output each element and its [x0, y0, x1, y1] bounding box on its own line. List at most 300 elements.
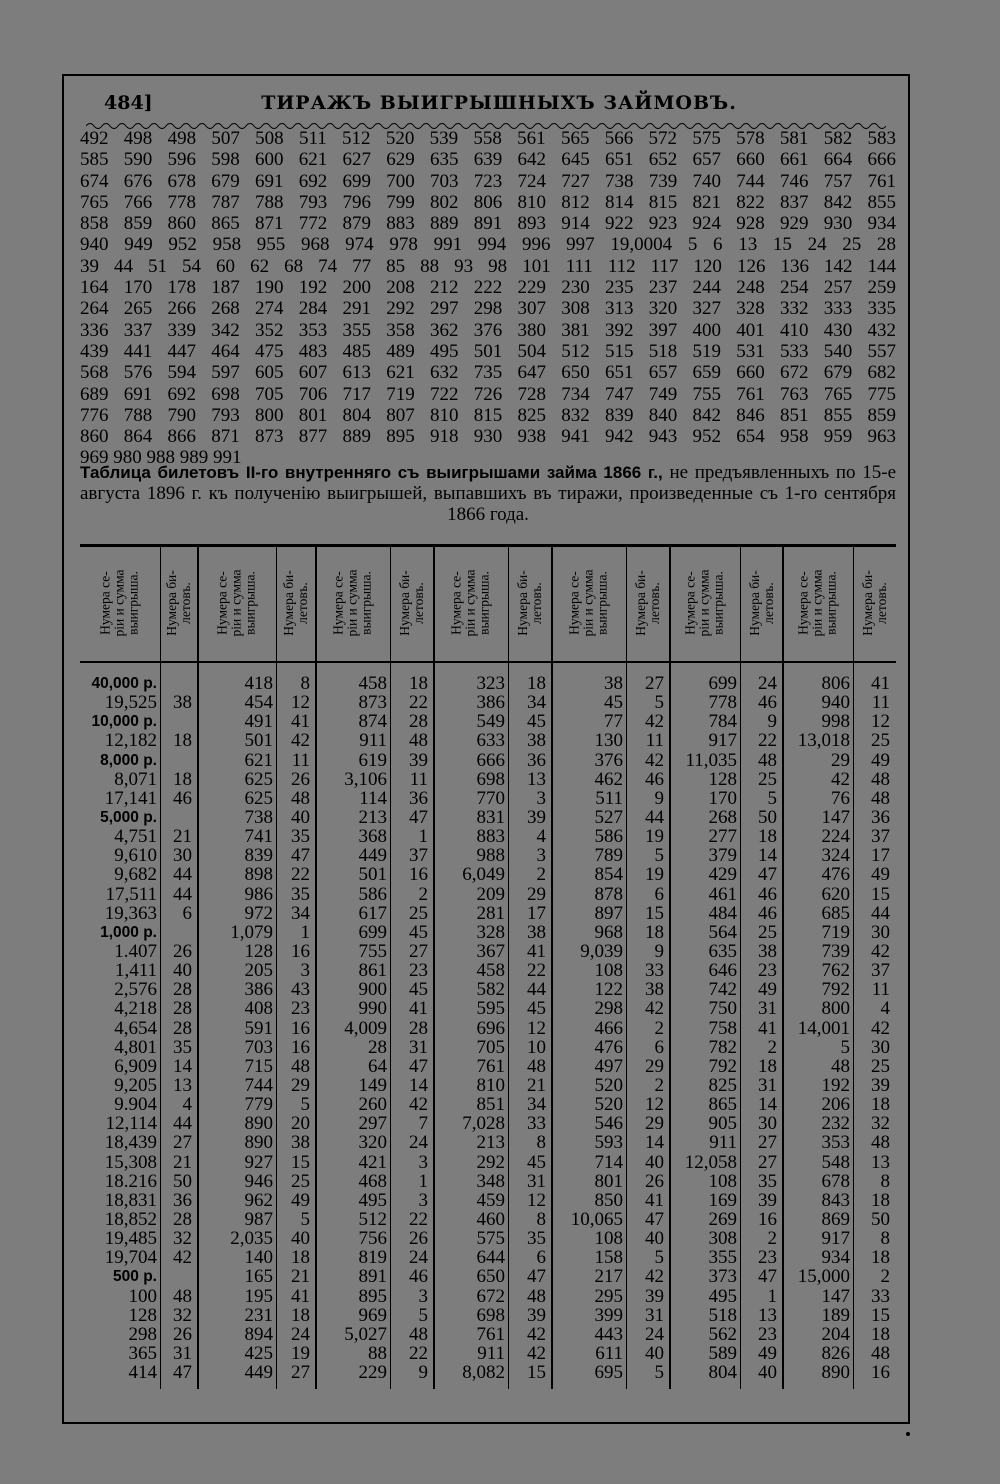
series-number: 611 [595, 1342, 623, 1364]
series-number: 418 [244, 673, 273, 694]
ticket-number: 9 [654, 787, 664, 809]
ticket-number: 18 [871, 1189, 890, 1211]
series-number: 108 [594, 1228, 623, 1250]
series-number: 189 [821, 1304, 850, 1326]
series-number: 4,654 [114, 1017, 157, 1039]
tickets-column [740, 674, 777, 1382]
series-number: 206 [821, 1094, 850, 1116]
series-number: 962 [244, 1189, 273, 1211]
ticket-number: 46 [645, 768, 664, 790]
ticket-number: 22 [409, 692, 428, 714]
series-number: 213 [358, 806, 387, 828]
ticket-number: 47 [409, 806, 428, 828]
series-number: 495 [358, 1189, 387, 1211]
number-line: 860 864 866 871 873 877 889 895 918 930 938 941 942 943 952 654 958 959 963 [80, 426, 896, 448]
series-number: 19,704 [104, 1247, 157, 1269]
series-number: 703 [244, 1036, 273, 1058]
series-number: 804 [708, 1362, 737, 1384]
column-rule [160, 544, 161, 1389]
series-number: 5,027 [344, 1323, 387, 1345]
ticket-number: 4 [536, 826, 546, 848]
ticket-number: 31 [173, 1342, 192, 1364]
ticket-number: 42 [871, 940, 890, 962]
series-number: 64 [368, 1055, 387, 1077]
column-header-tickets [276, 548, 316, 658]
series-number: 986 [244, 883, 273, 905]
series-number: 758 [708, 1017, 737, 1039]
series-number: 625 [244, 787, 273, 809]
ticket-number: 40 [291, 1228, 310, 1250]
ticket-number: 2 [654, 1074, 664, 1096]
series-number: 890 [244, 1132, 273, 1154]
series-number: 792 [708, 1055, 737, 1077]
prize-amount: 8,000 р. [100, 751, 157, 769]
ticket-number: 12 [871, 711, 890, 733]
series-column [783, 674, 850, 1382]
ticket-number: 40 [758, 1362, 777, 1384]
ticket-number: 46 [758, 902, 777, 924]
series-number: 678 [821, 1170, 850, 1192]
ticket-number: 50 [871, 1208, 890, 1230]
ticket-number: 15 [645, 902, 664, 924]
series-number: 29 [831, 749, 850, 771]
series-number: 800 [821, 998, 850, 1020]
series-number: 750 [708, 998, 737, 1020]
series-number: 564 [708, 921, 737, 943]
series-number: 108 [708, 1170, 737, 1192]
column-header-series-text: Нумера се- ріи и сумма выигрыша. [214, 569, 258, 637]
page-speck [906, 1432, 910, 1436]
series-number: 987 [244, 1208, 273, 1230]
series-number: 756 [358, 1228, 387, 1250]
series-number: 192 [821, 1074, 850, 1096]
series-number: 462 [594, 768, 623, 790]
column-rule [276, 544, 277, 1389]
series-number: 826 [821, 1342, 850, 1364]
series-number: 927 [244, 1151, 273, 1173]
series-number: 468 [358, 1170, 387, 1192]
series-number: 308 [708, 1228, 737, 1250]
ticket-number: 48 [871, 768, 890, 790]
ticket-number: 49 [871, 864, 890, 886]
series-number: 878 [594, 883, 623, 905]
ticket-number: 18 [645, 921, 664, 943]
series-number: 9,205 [114, 1074, 157, 1096]
ticket-number: 21 [173, 1151, 192, 1173]
series-number: 825 [708, 1074, 737, 1096]
ticket-number: 28 [173, 979, 192, 1001]
ticket-number: 24 [645, 1323, 664, 1345]
number-line: 765 766 778 787 788 793 796 799 802 806 810 812 814 815 821 822 837 842 855 [80, 191, 896, 213]
series-number: 170 [708, 787, 737, 809]
column-header-series [316, 548, 390, 658]
ticket-number: 49 [871, 749, 890, 771]
series-number: 520 [594, 1094, 623, 1116]
column-header-tickets-text: Нумера би- летовъ. [859, 570, 889, 636]
series-number: 100 [128, 1285, 157, 1307]
ticket-number: 12 [645, 1094, 664, 1116]
ticket-number [160, 712, 192, 731]
ticket-number: 31 [527, 1170, 546, 1192]
ticket-number: 31 [645, 1304, 664, 1326]
ticket-number: 29 [645, 1055, 664, 1077]
ticket-number: 35 [527, 1228, 546, 1250]
ticket-number: 1 [418, 1170, 428, 1192]
series-number: 147 [821, 1285, 850, 1307]
ticket-number: 22 [758, 730, 777, 752]
series-number: 890 [821, 1362, 850, 1384]
series-number: 17,141 [104, 787, 157, 809]
series-number: 843 [821, 1189, 850, 1211]
ticket-number: 17 [871, 845, 890, 867]
ticket-number: 11 [871, 692, 890, 714]
number-line: 585 590 596 598 600 621 627 629 635 639 642 645 651 652 657 660 661 664 666 [80, 149, 896, 171]
ticket-number: 18 [173, 768, 192, 790]
series-number: 562 [708, 1323, 737, 1345]
series-number: 147 [821, 806, 850, 828]
ticket-number: 8 [880, 1228, 890, 1250]
column-header-series-text: Нумера се- ріи и сумма выигрыша. [330, 569, 374, 637]
series-number: 699 [708, 673, 737, 694]
ticket-number: 5 [654, 845, 664, 867]
series-number: 898 [244, 864, 273, 886]
series-number: 891 [358, 1266, 387, 1288]
ticket-number: 46 [409, 1266, 428, 1288]
prize-amount: 40,000 р. [91, 675, 157, 692]
ticket-number: 13 [758, 1304, 777, 1326]
ticket-number: 33 [527, 1113, 546, 1135]
column-header-tickets-text: Нумера би- летовъ. [281, 570, 310, 636]
column-header-tickets [626, 548, 670, 658]
column-rule [740, 544, 741, 1389]
series-number: 666 [476, 749, 505, 771]
series-number: 672 [476, 1285, 505, 1307]
ticket-number: 24 [291, 1323, 310, 1345]
series-number: 501 [244, 730, 273, 752]
ticket-number: 40 [173, 960, 192, 982]
ticket-number: 9 [767, 711, 777, 733]
ticket-number: 42 [645, 749, 664, 771]
ticket-number: 48 [758, 749, 777, 771]
series-number: 14,001 [797, 1017, 850, 1039]
ticket-number: 45 [527, 1151, 546, 1173]
ticket-number: 38 [758, 940, 777, 962]
series-number: 1,079 [230, 921, 273, 943]
ticket-number: 14 [409, 1074, 428, 1096]
series-number: 549 [476, 711, 505, 733]
series-number: 741 [244, 826, 273, 848]
series-number: 854 [594, 864, 623, 886]
ticket-number: 14 [758, 845, 777, 867]
series-number: 28 [368, 1036, 387, 1058]
series-number: 501 [358, 864, 387, 886]
series-number: 586 [358, 883, 387, 905]
page-number: 484] [104, 92, 153, 114]
column-header-series [783, 548, 853, 658]
series-number: 114 [359, 787, 387, 809]
series-number: 527 [594, 806, 623, 828]
series-number: 324 [821, 845, 850, 867]
ticket-number: 15 [871, 883, 890, 905]
series-number: 890 [244, 1113, 273, 1135]
ticket-number: 22 [291, 864, 310, 886]
series-number: 165 [244, 1266, 273, 1288]
ticket-number: 23 [409, 960, 428, 982]
series-number: 128 [708, 768, 737, 790]
tickets-column [853, 674, 890, 1382]
series-number: 269 [708, 1208, 737, 1230]
column-header-tickets [390, 548, 434, 658]
prize-amount: 1,000 р. [100, 923, 157, 941]
series-number: 386 [476, 692, 505, 714]
series-number: 476 [821, 864, 850, 886]
ticket-number: 45 [527, 711, 546, 733]
series-number: 421 [358, 1151, 387, 1173]
series-number: 739 [821, 940, 850, 962]
column-header-series-text: Нумера се- ріи и сумма выигрыша. [566, 569, 610, 637]
ticket-number [160, 923, 192, 942]
ticket-number: 2 [654, 1017, 664, 1039]
series-number: 625 [244, 768, 273, 790]
ticket-number: 29 [291, 1074, 310, 1096]
series-number: 705 [476, 1036, 505, 1058]
column-rule [853, 544, 854, 1389]
series-number: 12,058 [684, 1151, 737, 1173]
series-number: 897 [594, 902, 623, 924]
ticket-number: 5 [654, 1362, 664, 1384]
series-number: 158 [594, 1247, 623, 1269]
tickets-column [276, 674, 310, 1382]
ticket-number: 23 [758, 960, 777, 982]
ticket-number: 18 [758, 1055, 777, 1077]
series-number: 1.407 [114, 940, 157, 962]
series-number: 2,576 [114, 979, 157, 1001]
ticket-number: 4 [880, 998, 890, 1020]
ticket-number: 2 [767, 1228, 777, 1250]
series-number: 770 [476, 787, 505, 809]
column-header-series-text: Нумера се- ріи и сумма выигрыша. [97, 569, 141, 637]
series-number: 911 [709, 1132, 737, 1154]
ticket-number: 45 [409, 979, 428, 1001]
ticket-number: 42 [871, 1017, 890, 1039]
series-number: 968 [594, 921, 623, 943]
ticket-number: 39 [527, 806, 546, 828]
ticket-number: 48 [871, 787, 890, 809]
ticket-number: 48 [291, 787, 310, 809]
series-number: 128 [128, 1304, 157, 1326]
series-number: 874 [358, 711, 387, 733]
tickets-column [508, 674, 546, 1382]
column-header-series [434, 548, 508, 658]
ticket-number: 25 [758, 921, 777, 943]
ticket-number: 5 [418, 1304, 428, 1326]
ticket-number: 25 [409, 902, 428, 924]
column-header-tickets-text: Нумера би- летовъ. [746, 570, 776, 636]
ticket-number: 19 [291, 1342, 310, 1364]
series-number: 443 [594, 1323, 623, 1345]
series-number: 696 [476, 1017, 505, 1039]
series-number: 644 [476, 1247, 505, 1269]
ticket-number: 2 [536, 864, 546, 886]
ticket-number: 39 [758, 1189, 777, 1211]
ticket-number: 15 [291, 1151, 310, 1173]
number-line: 940 949 952 958 955 968 974 978 991 994 996 997 19,0004 5 6 13 15 24 25 28 [80, 234, 896, 256]
column-header-tickets-text: Нумера би- летовъ. [397, 570, 426, 636]
ticket-number: 44 [173, 1113, 192, 1135]
column-header-tickets [740, 548, 783, 658]
ticket-number: 16 [291, 1017, 310, 1039]
ticket-number: 18 [291, 1304, 310, 1326]
ticket-number: 11 [291, 749, 310, 771]
ticket-number: 34 [291, 902, 310, 924]
ticket-number: 3 [418, 1285, 428, 1307]
series-number: 408 [244, 998, 273, 1020]
ticket-number: 24 [409, 1132, 428, 1154]
series-number: 900 [358, 979, 387, 1001]
ticket-number: 19 [645, 826, 664, 848]
series-number: 911 [359, 730, 387, 752]
ticket-number [160, 674, 192, 693]
series-number: 18,852 [104, 1208, 157, 1230]
series-number: 784 [708, 711, 737, 733]
series-number: 231 [244, 1304, 273, 1326]
series-number: 873 [358, 692, 387, 714]
series-number: 19,363 [104, 902, 157, 924]
ticket-number: 42 [645, 998, 664, 1020]
series-number: 454 [244, 692, 273, 714]
ticket-number: 32 [173, 1304, 192, 1326]
series-number: 810 [476, 1074, 505, 1096]
series-number: 831 [476, 806, 505, 828]
ticket-number: 5 [300, 1094, 310, 1116]
table-caption-title: Таблица билетовъ II-го внутренняго съ выигрышами займа 1866 г., [80, 463, 663, 482]
ticket-number: 41 [871, 673, 890, 694]
ticket-number: 23 [758, 1247, 777, 1269]
series-number: 376 [594, 749, 623, 771]
ticket-number: 22 [409, 1342, 428, 1364]
prize-amount: 10,000 р. [91, 713, 157, 731]
ticket-number: 38 [291, 1132, 310, 1154]
series-number: 495 [708, 1285, 737, 1307]
series-number: 2,035 [230, 1228, 273, 1250]
series-number: 4,009 [344, 1017, 387, 1039]
series-number: 45 [604, 692, 623, 714]
series-number: 379 [708, 845, 737, 867]
ticket-number: 2 [767, 1036, 777, 1058]
column-header-series-text: Нумера се- ріи и сумма выигрыша. [795, 569, 839, 637]
column-rule [390, 544, 391, 1389]
ticket-number: 41 [291, 1285, 310, 1307]
ticket-number: 3 [418, 1189, 428, 1211]
series-number: 399 [594, 1304, 623, 1326]
series-number: 714 [594, 1151, 623, 1173]
series-number: 328 [476, 921, 505, 943]
ticket-number: 23 [291, 998, 310, 1020]
ticket-number: 15 [871, 1304, 890, 1326]
ticket-number: 44 [645, 806, 664, 828]
series-number: 646 [708, 960, 737, 982]
column-header-tickets [160, 548, 198, 658]
ticket-number: 27 [758, 1132, 777, 1154]
series-number: 12,114 [105, 1113, 157, 1135]
series-number: 108 [594, 960, 623, 982]
tickets-table [80, 544, 896, 1400]
ticket-number: 41 [291, 711, 310, 733]
series-number: 88 [368, 1342, 387, 1364]
ticket-number: 2 [880, 1266, 890, 1288]
ticket-number: 33 [645, 960, 664, 982]
ticket-number: 42 [173, 1247, 192, 1269]
ticket-number: 41 [527, 940, 546, 962]
ticket-number: 36 [871, 806, 890, 828]
series-number: 917 [708, 730, 737, 752]
ticket-number: 25 [758, 768, 777, 790]
series-number: 685 [821, 902, 850, 924]
series-number: 19,485 [104, 1228, 157, 1250]
ticket-number: 26 [291, 768, 310, 790]
ticket-number: 37 [409, 845, 428, 867]
series-number: 128 [244, 940, 273, 962]
series-number: 883 [476, 826, 505, 848]
ticket-number: 14 [173, 1055, 192, 1077]
ticket-number: 25 [871, 730, 890, 752]
ticket-number: 28 [173, 1017, 192, 1039]
ticket-number: 41 [758, 1017, 777, 1039]
ticket-number: 28 [173, 1208, 192, 1230]
series-number: 591 [244, 1017, 273, 1039]
column-header-series-text: Нумера се- ріи и сумма выигрыша. [682, 569, 726, 637]
ticket-number: 8 [300, 673, 310, 694]
series-number: 18.216 [104, 1170, 157, 1192]
series-number: 268 [708, 806, 737, 828]
series-number: 6,049 [462, 864, 505, 886]
ticket-number: 39 [645, 1285, 664, 1307]
series-number: 698 [476, 1304, 505, 1326]
series-number: 586 [594, 826, 623, 848]
series-number: 633 [476, 730, 505, 752]
series-number: 429 [708, 864, 737, 886]
series-number: 292 [476, 1151, 505, 1173]
series-number: 373 [708, 1266, 737, 1288]
ticket-number: 42 [645, 1266, 664, 1288]
series-number: 149 [358, 1074, 387, 1096]
table-caption [80, 462, 896, 525]
series-number: 917 [821, 1228, 850, 1250]
ticket-number: 32 [173, 1228, 192, 1250]
ticket-number: 40 [645, 1228, 664, 1250]
column-header-series-text: Нумера се- ріи и сумма выигрыша. [448, 569, 492, 637]
ticket-number: 47 [173, 1362, 192, 1384]
series-number: 217 [594, 1266, 623, 1288]
ticket-number: 37 [871, 826, 890, 848]
series-number: 77 [604, 711, 623, 733]
series-number: 792 [821, 979, 850, 1001]
series-column [316, 674, 387, 1382]
ticket-number: 30 [173, 845, 192, 867]
series-number: 801 [594, 1170, 623, 1192]
series-number: 8,082 [462, 1362, 505, 1384]
ticket-number: 39 [409, 749, 428, 771]
series-number: 839 [244, 845, 273, 867]
ticket-number: 46 [758, 692, 777, 714]
ticket-number: 19 [645, 864, 664, 886]
number-line: 336 337 339 342 352 353 355 358 362 376 380 381 392 397 400 401 410 430 432 [80, 319, 896, 341]
ticket-number: 42 [645, 711, 664, 733]
series-number: 789 [594, 845, 623, 867]
series-number: 386 [244, 979, 273, 1001]
ticket-number: 34 [527, 1094, 546, 1116]
ticket-number: 26 [409, 1228, 428, 1250]
